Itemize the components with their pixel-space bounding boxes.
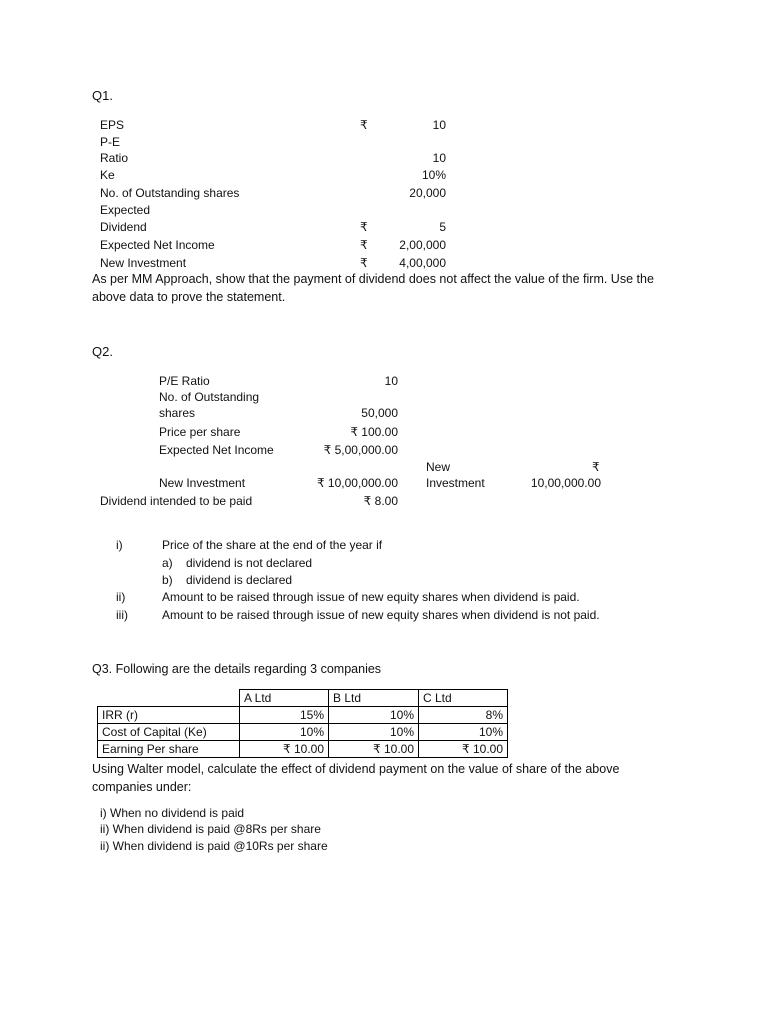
q2-value: ₹ 10,00,000.00 xyxy=(316,476,398,490)
q3-heading: Q3. Following are the details regarding 3 companies xyxy=(92,662,382,676)
q2-question-text: Price of the share at the end of the year if xyxy=(162,538,383,552)
table-row xyxy=(98,707,508,724)
q2-question-text: dividend is declared xyxy=(186,573,293,587)
q2-value: 50,000 xyxy=(361,406,398,420)
table-cell: 15% xyxy=(240,707,329,724)
q2-question-text: Amount to be raised through issue of new equity shares when dividend is not paid. xyxy=(162,608,600,622)
q3-companies-table xyxy=(97,689,508,758)
q2-heading: Q2. xyxy=(92,344,113,359)
q1-currency: ₹ xyxy=(360,220,368,234)
q2-question-num: iii) xyxy=(116,608,128,622)
q1-value: 10% xyxy=(421,168,446,182)
table-column-header: B Ltd xyxy=(329,690,419,707)
q2-label: shares xyxy=(159,406,196,420)
q2-value: ₹ 100.00 xyxy=(350,425,398,439)
table-cell: ₹ 10.00 xyxy=(240,741,329,758)
table-column-header: C Ltd xyxy=(419,690,508,707)
q2-question-num: ii) xyxy=(116,590,126,604)
q2-label: P/E Ratio xyxy=(159,374,210,388)
table-row-label: Cost of Capital (Ke) xyxy=(98,724,240,741)
q2-question-num: b) xyxy=(162,573,173,587)
q2-question-num: a) xyxy=(162,556,173,570)
q2-value: ₹ 5,00,000.00 xyxy=(323,443,398,457)
q2-label: Price per share xyxy=(159,425,241,439)
table-column-header: A Ltd xyxy=(240,690,329,707)
table-cell: 10% xyxy=(419,724,508,741)
table-header-row xyxy=(98,690,508,707)
table-row-label: Earning Per share xyxy=(98,741,240,758)
q1-label: Expected xyxy=(100,203,151,217)
q1-label: Expected Net Income xyxy=(100,238,215,252)
q1-currency: ₹ xyxy=(360,238,368,252)
table-corner-cell xyxy=(98,690,240,707)
q2-side-label-2: Investment xyxy=(426,476,485,490)
q2-side-currency: ₹ xyxy=(592,460,600,474)
table-row xyxy=(98,741,508,758)
q2-side-label-1: New xyxy=(426,460,451,474)
q3-case: ii) When dividend is paid @8Rs per share xyxy=(100,822,321,836)
q2-label: Expected Net Income xyxy=(159,443,274,457)
q1-statement: As per MM Approach, show that the payment of dividend does not affect the value of the firm. Use the above data to prove the statement. xyxy=(92,272,654,304)
table-cell: 10% xyxy=(240,724,329,741)
q2-question-num: i) xyxy=(116,538,123,552)
q1-value: 2,00,000 xyxy=(399,238,446,252)
q1-label: Ke xyxy=(100,168,115,182)
q1-label: No. of Outstanding shares xyxy=(100,186,240,200)
q2-value: 10 xyxy=(384,374,398,388)
q3-case: ii) When dividend is paid @10Rs per share xyxy=(100,839,328,853)
q1-value: 10 xyxy=(432,151,446,165)
table-row xyxy=(98,724,508,741)
q1-currency: ₹ xyxy=(360,118,368,132)
table-cell: 10% xyxy=(329,707,419,724)
q1-label: Ratio xyxy=(100,151,129,165)
q1-value: 10 xyxy=(432,118,446,132)
q3-case: i) When no dividend is paid xyxy=(100,806,245,820)
q2-label: New Investment xyxy=(159,476,246,490)
table-cell: 8% xyxy=(419,707,508,724)
q1-value: 20,000 xyxy=(409,186,446,200)
q2-question-text: dividend is not declared xyxy=(186,556,313,570)
table-cell: ₹ 10.00 xyxy=(329,741,419,758)
q2-label: No. of Outstanding xyxy=(159,390,260,404)
q1-currency: ₹ xyxy=(360,256,368,270)
q1-label: New Investment xyxy=(100,256,187,270)
q2-value: ₹ 8.00 xyxy=(363,494,398,508)
table-cell: ₹ 10.00 xyxy=(419,741,508,758)
q2-side-value: 10,00,000.00 xyxy=(530,476,601,490)
q3-statement: Using Walter model, calculate the effect of dividend payment on the value of share of the above companies under: xyxy=(92,762,620,794)
q1-heading: Q1. xyxy=(92,88,113,103)
q1-label: P-E xyxy=(100,135,121,149)
q1-value: 4,00,000 xyxy=(399,256,446,270)
q1-value: 5 xyxy=(439,220,446,234)
q1-label: Dividend xyxy=(100,220,147,234)
table-row-label: IRR (r) xyxy=(98,707,240,724)
q2-label: Dividend intended to be paid xyxy=(100,494,253,508)
q2-question-text: Amount to be raised through issue of new equity shares when dividend is paid. xyxy=(162,590,580,604)
table-cell: 10% xyxy=(329,724,419,741)
q1-label: EPS xyxy=(100,118,125,132)
